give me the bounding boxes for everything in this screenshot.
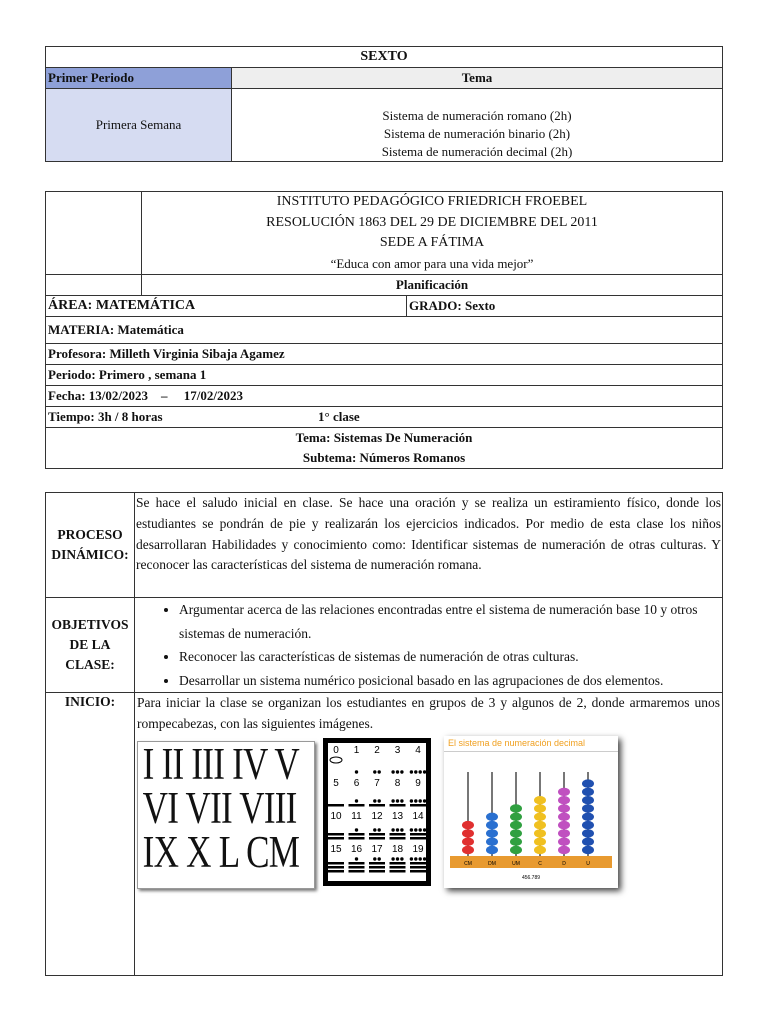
tema-header: Tema — [232, 68, 723, 89]
abacus-bead — [534, 845, 546, 853]
dot-glyph — [423, 770, 426, 773]
bar-glyph — [390, 866, 406, 869]
abacus-bead — [510, 837, 522, 845]
start-text: Para iniciar la clase se organizan los estudiantes en grupos de 3 y algunos de 2, donde armaremos unos rompecabezas, con las siguientes imágenes. — [137, 695, 720, 731]
bar-glyph — [390, 870, 406, 873]
abacus-bead — [558, 829, 570, 837]
roman-row: I II III IV V — [142, 740, 299, 789]
abacus-bead — [510, 804, 522, 812]
dot-glyph — [423, 828, 426, 831]
abacus-bead — [582, 787, 594, 795]
abacus-bead — [534, 820, 546, 828]
dot-glyph — [373, 799, 376, 802]
abacus-bead — [558, 787, 570, 795]
roman-numerals-image — [137, 741, 315, 889]
abacus-bead — [462, 845, 474, 853]
abacus-bead — [486, 812, 498, 820]
mayan-number-label: 7 — [374, 777, 380, 789]
period-label: Primer Periodo — [46, 68, 232, 89]
logo-cell — [46, 192, 142, 275]
time-row — [46, 407, 723, 428]
bar-glyph — [349, 870, 365, 873]
abacus-bead — [534, 796, 546, 804]
abacus-bead — [558, 812, 570, 820]
abacus-bead — [582, 779, 594, 787]
bar-glyph — [369, 837, 385, 840]
decimal-system-image — [444, 736, 618, 888]
abacus-bead — [582, 837, 594, 845]
dot-glyph — [423, 857, 426, 860]
dot-glyph — [419, 857, 422, 860]
mayan-number-label: 13 — [391, 810, 404, 822]
abacus-bead — [462, 837, 474, 845]
mayan-number-label: 10 — [330, 810, 342, 822]
dot-glyph — [396, 770, 399, 773]
abacus-bead — [558, 820, 570, 828]
mayan-number-label: 19 — [412, 843, 424, 855]
mayan-numerals-svg — [328, 743, 426, 881]
dot-glyph — [414, 799, 417, 802]
bar-glyph — [349, 866, 365, 869]
resolution-line: RESOLUCIÓN 1863 DEL 29 DE DICIEMBRE DEL 2011 — [266, 214, 598, 230]
dot-glyph — [378, 770, 381, 773]
mayan-number-label: 1 — [353, 744, 360, 756]
dot-glyph — [391, 799, 394, 802]
dot-glyph — [400, 828, 403, 831]
bar-glyph — [328, 870, 344, 873]
abacus-bead — [534, 812, 546, 820]
puzzle-images — [136, 735, 721, 975]
start-cell — [135, 693, 723, 976]
dot-glyph — [355, 770, 358, 773]
dot-glyph — [410, 770, 413, 773]
shell-glyph — [330, 757, 342, 763]
bar-glyph — [410, 833, 426, 836]
dot-glyph — [414, 770, 417, 773]
dot-glyph — [373, 770, 376, 773]
dot-glyph — [396, 799, 399, 802]
abacus-bead — [534, 829, 546, 837]
mayan-number-label: 0 — [333, 744, 339, 756]
decimal-title: El sistema de numeración decimal — [444, 736, 618, 752]
dot-glyph — [410, 857, 413, 860]
roman-row: VI VII VIII — [142, 782, 297, 833]
bar-glyph — [390, 833, 406, 836]
dot-glyph — [378, 857, 381, 860]
class-number: 1° clase — [318, 409, 360, 424]
abacus-bead — [510, 829, 522, 837]
abacus-illustration — [444, 752, 618, 888]
dot-glyph — [355, 828, 358, 831]
dot-glyph — [419, 770, 422, 773]
institute-name: INSTITUTO PEDAGÓGICO FRIEDRICH FROEBEL — [276, 194, 588, 209]
bar-glyph — [349, 837, 365, 840]
bar-glyph — [410, 870, 426, 873]
bar-glyph — [410, 866, 426, 869]
planning-header-table — [45, 191, 723, 469]
mayan-number-label: 12 — [371, 810, 383, 822]
period-field: Periodo: Primero , semana 1 — [46, 365, 723, 386]
abacus-bead — [486, 837, 498, 845]
mayan-number-label: 18 — [391, 843, 404, 855]
abacus-place-label: U — [586, 860, 590, 867]
bar-glyph — [410, 862, 426, 865]
mayan-number-label: 6 — [353, 777, 360, 789]
dot-glyph — [391, 770, 394, 773]
dot-glyph — [414, 828, 417, 831]
empty-cell — [46, 275, 142, 296]
week-label: Primera Semana — [46, 89, 232, 162]
topic-item: Sistema de numeración romano (2h) — [382, 108, 572, 123]
mayan-number-label: 3 — [394, 744, 401, 756]
objectives-label: OBJETIVOS DE LA CLASE: — [46, 598, 135, 693]
abacus-bead — [558, 837, 570, 845]
bar-glyph — [390, 862, 406, 865]
start-label: INICIO: — [46, 693, 135, 976]
dot-glyph — [396, 857, 399, 860]
dot-glyph — [391, 828, 394, 831]
subtopic-field: Subtema: Números Romanos — [302, 450, 466, 465]
institute-heading — [142, 192, 723, 275]
dot-glyph — [400, 770, 403, 773]
abacus-bead — [582, 845, 594, 853]
abacus-bead — [510, 845, 522, 853]
bar-glyph — [349, 804, 365, 807]
dot-glyph — [410, 799, 413, 802]
mayan-number-label: 8 — [394, 777, 401, 789]
abacus-bead — [582, 804, 594, 812]
bar-glyph — [369, 804, 385, 807]
abacus-bead — [582, 812, 594, 820]
mayan-number-label: 17 — [371, 843, 383, 855]
abacus-bead — [558, 804, 570, 812]
abacus-bead — [582, 829, 594, 837]
abacus-bead — [510, 820, 522, 828]
mayan-number-label: 9 — [415, 777, 421, 789]
objective-item: • Reconocer las características de sistemas de numeración de otras culturas. — [179, 645, 722, 669]
mayan-numerals-image — [323, 738, 431, 886]
mayan-number-label: 11 — [351, 810, 362, 822]
bar-glyph — [369, 833, 385, 836]
grade-title: SEXTO — [46, 47, 723, 68]
abacus-place-label: CM — [464, 860, 472, 867]
process-text: Se hace el saludo inicial en clase. Se hace una oración y se realiza un estiramiento físico, donde los estudiantes se pondrán de pie y realizarán los ejercicios indicados. Por medio de esta clase los niños desarrollaran Habilidades y conocimiento como: Identificar sistemas de numeración de otras culturas. Y reconocer las características del sistema de numeración romana. — [135, 493, 723, 598]
dot-glyph — [378, 828, 381, 831]
dot-glyph — [355, 857, 358, 860]
topic-cell — [46, 428, 723, 469]
objectives-list — [135, 598, 722, 692]
abacus-bead — [486, 845, 498, 853]
process-label: PROCESO DINÁMICO: — [46, 493, 135, 598]
subject-field: MATERIA: Matemática — [46, 317, 723, 344]
dot-glyph — [373, 857, 376, 860]
dot-glyph — [373, 828, 376, 831]
lesson-table — [45, 492, 723, 976]
dot-glyph — [410, 828, 413, 831]
abacus-bead — [462, 829, 474, 837]
mayan-number-label: 15 — [330, 843, 342, 855]
mayan-number-label: 16 — [350, 843, 363, 855]
bar-glyph — [328, 837, 344, 840]
bar-glyph — [328, 866, 344, 869]
area-field: ÁREA: MATEMÁTICA — [46, 296, 407, 317]
bar-glyph — [328, 804, 344, 807]
dot-glyph — [355, 799, 358, 802]
dot-glyph — [378, 799, 381, 802]
abacus-bead — [486, 829, 498, 837]
planning-label: Planificación — [142, 275, 723, 296]
abacus-bead — [558, 845, 570, 853]
bar-glyph — [390, 837, 406, 840]
dot-glyph — [391, 857, 394, 860]
topics-cell — [232, 89, 723, 162]
time-field: Tiempo: 3h / 8 horas — [48, 409, 163, 424]
abacus-bead — [510, 812, 522, 820]
bar-glyph — [369, 862, 385, 865]
teacher-field: Profesora: Milleth Virginia Sibaja Agamez — [46, 344, 723, 365]
mayan-number-label: 14 — [412, 810, 424, 822]
abacus-bead — [558, 796, 570, 804]
bar-glyph — [328, 862, 344, 865]
bar-glyph — [349, 862, 365, 865]
bar-glyph — [369, 866, 385, 869]
abacus-place-label: DM — [488, 860, 496, 867]
campus-line: SEDE A FÁTIMA — [379, 235, 485, 250]
abacus-bead — [534, 804, 546, 812]
dot-glyph — [419, 828, 422, 831]
roman-row: IX X L CM — [142, 826, 300, 877]
objective-item: • Desarrollar un sistema numérico posicional basado en las agrupaciones de dos elementos. — [179, 669, 722, 693]
objective-item: • Argumentar acerca de las relaciones encontradas entre el sistema de numeración base 10 y otros sistemas de numeración. — [179, 598, 722, 645]
dot-glyph — [400, 857, 403, 860]
abacus-bead — [486, 820, 498, 828]
abacus-place-label: D — [562, 860, 566, 867]
dot-glyph — [423, 799, 426, 802]
abacus-bead — [582, 796, 594, 804]
motto: “Educa con amor para una vida mejor” — [330, 255, 534, 271]
bar-glyph — [410, 804, 426, 807]
abacus-bead — [534, 837, 546, 845]
topic-field: Tema: Sistemas De Numeración — [295, 430, 473, 445]
dot-glyph — [419, 799, 422, 802]
dot-glyph — [396, 828, 399, 831]
grade-field: GRADO: Sexto — [407, 296, 723, 317]
abacus-place-label: UM — [512, 860, 520, 867]
schedule-table — [45, 46, 723, 162]
bar-glyph — [410, 837, 426, 840]
mayan-number-label: 5 — [333, 777, 339, 789]
bar-glyph — [369, 870, 385, 873]
abacus-bead — [462, 820, 474, 828]
abacus-number: 456.789 — [521, 874, 541, 881]
objectives-cell — [135, 598, 723, 693]
dot-glyph — [414, 857, 417, 860]
bar-glyph — [390, 804, 406, 807]
mayan-number-label: 2 — [374, 744, 380, 756]
abacus-bead — [582, 820, 594, 828]
dot-glyph — [400, 799, 403, 802]
mayan-number-label: 4 — [415, 744, 421, 756]
bar-glyph — [328, 833, 344, 836]
bar-glyph — [349, 833, 365, 836]
topic-item: Sistema de numeración decimal (2h) — [381, 144, 573, 159]
date-field: Fecha: 13/02/2023 – 17/02/2023 — [46, 386, 723, 407]
abacus-place-label: C — [538, 860, 542, 867]
topic-item: Sistema de numeración binario (2h) — [383, 126, 571, 141]
